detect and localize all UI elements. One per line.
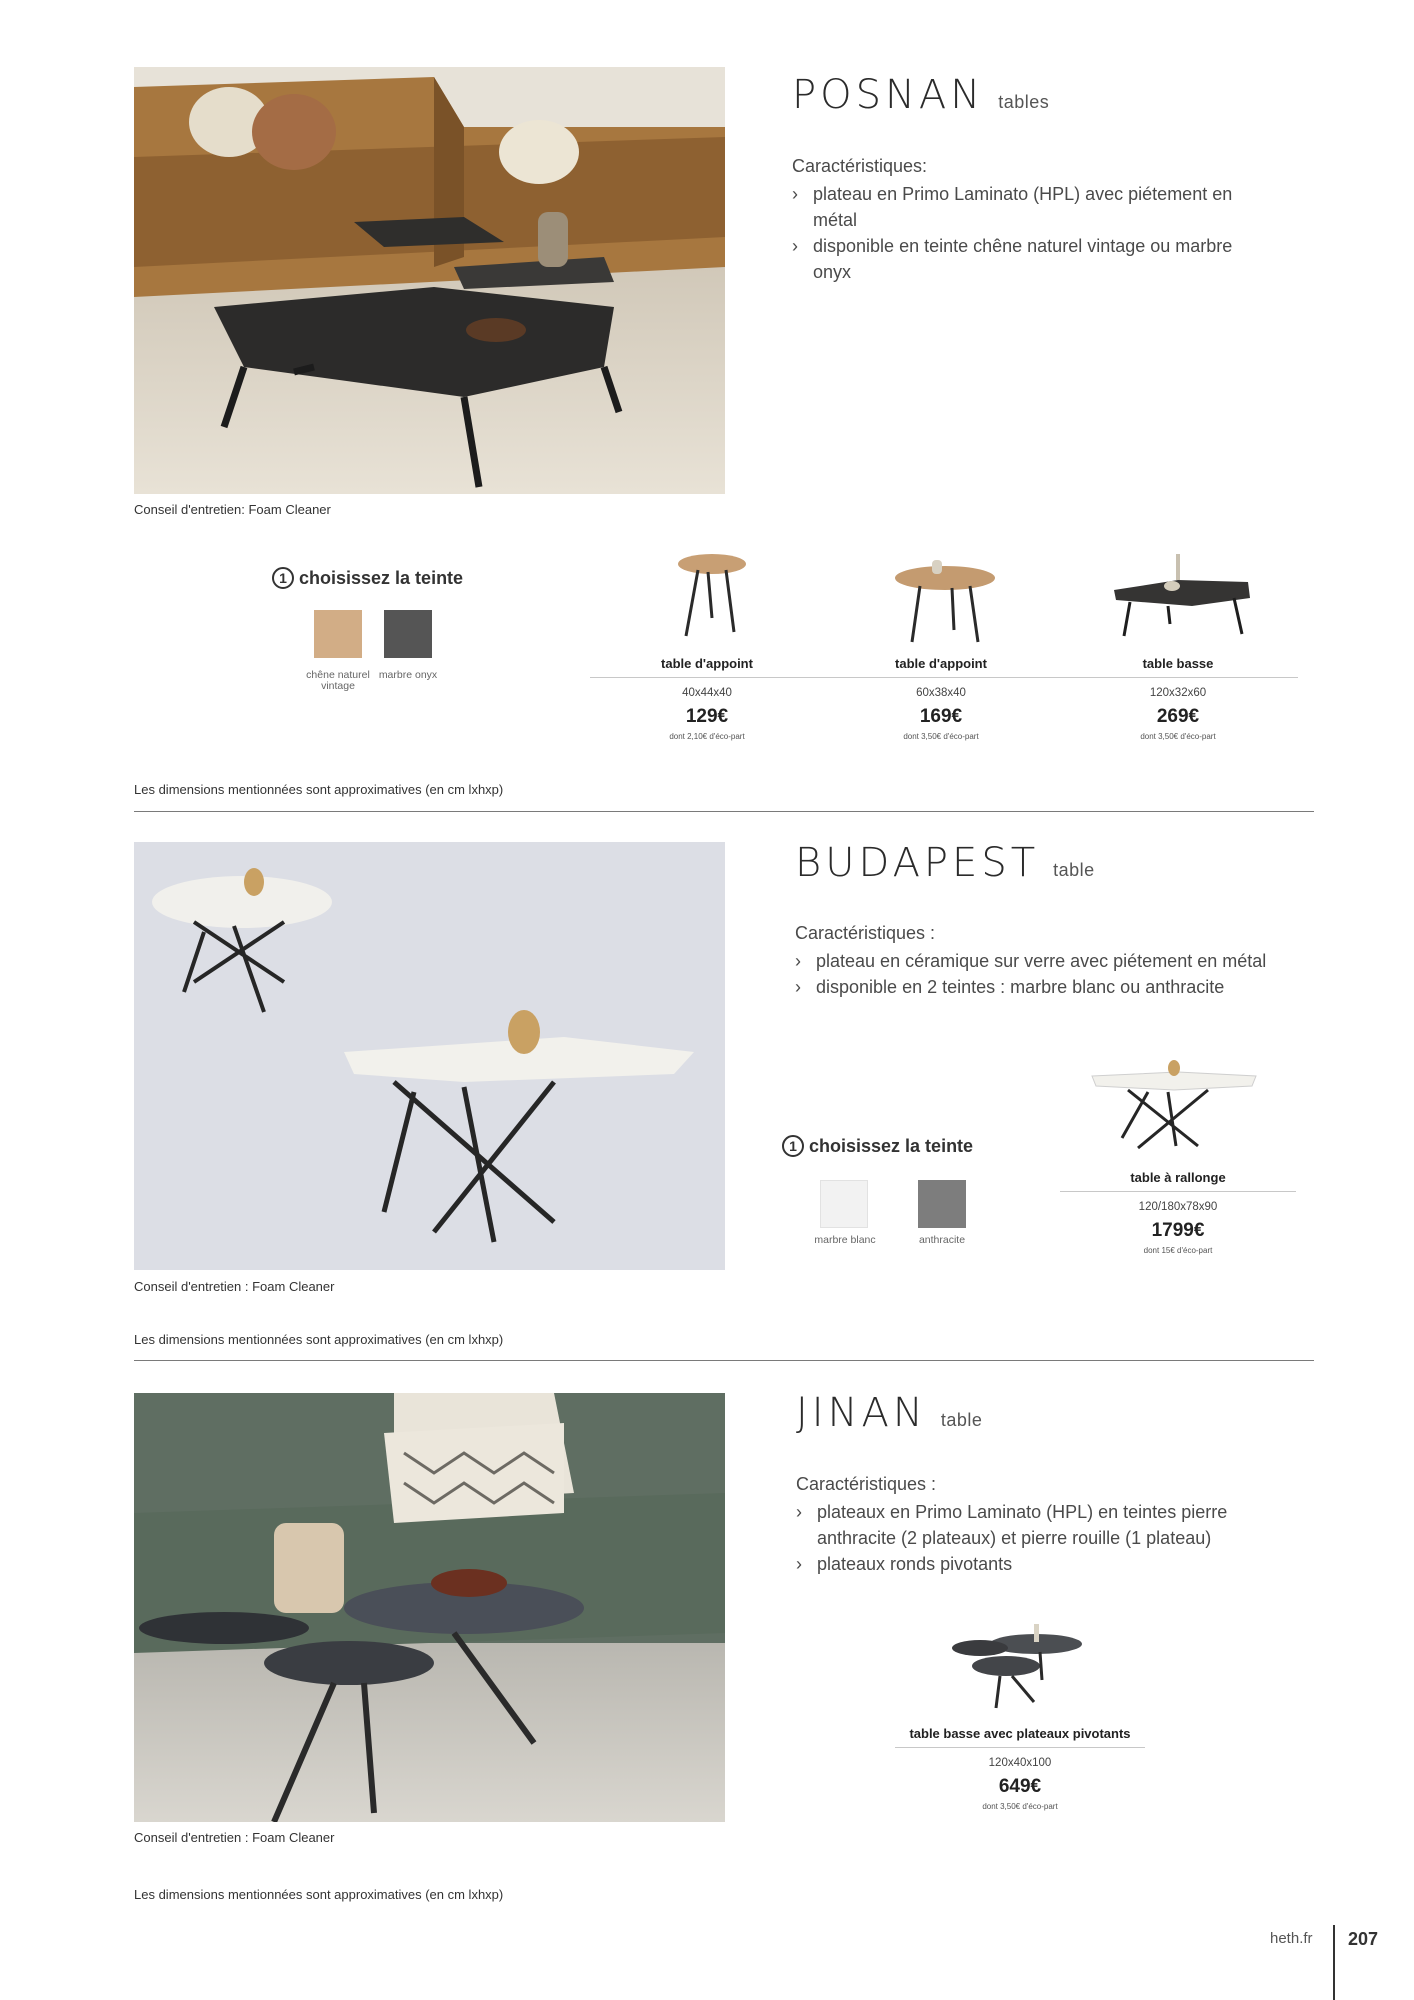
product-card[interactable]	[895, 1726, 1145, 1811]
budapest-photo	[134, 842, 725, 1270]
budapest-specs-head: Caractéristiques :	[795, 923, 936, 943]
posnan-spec-item: › disponible en teinte chêne naturel vintage ou marbre onyx	[792, 233, 1252, 285]
product-image-coffee-table	[1108, 552, 1256, 642]
swatch-marbre-onyx[interactable]	[384, 610, 432, 658]
budapest-spec-item: › plateau en céramique sur verre avec piétement en métal	[795, 948, 1315, 974]
product-eco-part: dont 3,50€ d'éco-part	[903, 732, 979, 741]
swatch-marbre-blanc[interactable]	[820, 1180, 868, 1228]
product-dimensions: 120x32x60	[1149, 687, 1207, 699]
product-image-extendable-table	[1088, 1060, 1260, 1152]
posnan-care-note: Conseil d'entretien: Foam Cleaner	[134, 502, 331, 517]
posnan-spec-item: › plateau en Primo Laminato (HPL) avec piétement en métal	[792, 181, 1252, 233]
jinan-spec-item: › plateaux ronds pivotants	[796, 1551, 1296, 1577]
section-divider	[134, 811, 1314, 812]
budapest-choose-shade	[782, 1135, 973, 1157]
budapest-title: BUDAPEST	[795, 840, 1040, 886]
product-dimensions: 60x38x40	[916, 687, 966, 699]
budapest-subtitle: table	[1053, 860, 1095, 880]
posnan-subtitle: tables	[998, 92, 1050, 112]
product-name: table à rallonge	[1060, 1170, 1296, 1192]
budapest-dimensions-note: Les dimensions mentionnées sont approximatives (en cm lxhxp)	[134, 1332, 504, 1347]
product-eco-part: dont 3,50€ d'éco-part	[1140, 732, 1216, 741]
product-card[interactable]	[824, 656, 1058, 741]
product-card[interactable]	[1058, 656, 1298, 741]
product-name: table basse avec plateaux pivotants	[895, 1726, 1145, 1748]
swatch-label: anthracite	[918, 1234, 966, 1246]
posnan-dimensions-note: Les dimensions mentionnées sont approximatives (en cm lxhxp)	[134, 782, 504, 797]
footer-site-link[interactable]: heth.fr	[1270, 1930, 1313, 1947]
product-dimensions: 120x40x100	[988, 1757, 1052, 1769]
jinan-heading	[796, 1390, 982, 1436]
posnan-choose-shade	[272, 567, 463, 589]
product-eco-part: dont 2,10€ d'éco-part	[669, 732, 745, 741]
budapest-spec-item: › disponible en 2 teintes : marbre blanc ou anthracite	[795, 974, 1315, 1000]
product-image-side-table-oval	[890, 556, 1000, 646]
product-name: table d'appoint	[590, 656, 824, 678]
section-divider	[134, 1360, 1314, 1361]
product-name: table basse	[1058, 656, 1298, 678]
product-image-side-table-small	[672, 548, 752, 640]
product-eco-part: dont 15€ d'éco-part	[1143, 1246, 1213, 1255]
footer-divider	[1333, 1925, 1335, 2000]
swatch-label: marbre onyx	[378, 669, 438, 681]
step-number: 1	[272, 567, 294, 589]
budapest-specs	[795, 920, 1315, 1000]
jinan-subtitle: table	[940, 1410, 983, 1430]
product-price: 169€	[919, 706, 963, 727]
product-price: 129€	[685, 706, 729, 727]
product-name: table d'appoint	[824, 656, 1058, 678]
posnan-photo	[134, 67, 725, 494]
product-card[interactable]	[1060, 1170, 1296, 1255]
posnan-title: POSNAN	[792, 72, 985, 118]
step-label: choisissez la teinte	[299, 567, 464, 588]
jinan-title: JINAN	[796, 1390, 927, 1436]
posnan-heading	[792, 72, 1049, 118]
posnan-specs	[792, 153, 1252, 285]
product-card[interactable]	[590, 656, 824, 741]
product-price: 649€	[998, 1776, 1042, 1797]
product-price: 269€	[1156, 706, 1200, 727]
posnan-specs-head: Caractéristiques:	[792, 156, 928, 176]
budapest-care-note: Conseil d'entretien : Foam Cleaner	[134, 1279, 335, 1294]
jinan-specs-head: Caractéristiques :	[796, 1474, 937, 1494]
jinan-specs	[796, 1471, 1296, 1577]
jinan-dimensions-note: Les dimensions mentionnées sont approximatives (en cm lxhxp)	[134, 1887, 504, 1902]
swatch-chene-naturel-vintage[interactable]	[314, 610, 362, 658]
jinan-care-note: Conseil d'entretien : Foam Cleaner	[134, 1830, 335, 1845]
product-dimensions: 40x44x40	[682, 687, 732, 699]
jinan-spec-item: › plateaux en Primo Laminato (HPL) en teintes pierre anthracite (2 plateaux) et pierre rouille (1 plateau)	[796, 1499, 1296, 1551]
step-label: choisissez la teinte	[809, 1135, 974, 1156]
page-number: 207	[1348, 1929, 1379, 1949]
swatch-anthracite[interactable]	[918, 1180, 966, 1228]
budapest-heading	[795, 840, 1095, 886]
product-eco-part: dont 3,50€ d'éco-part	[982, 1802, 1058, 1811]
product-image-pivot-coffee-table	[950, 1620, 1086, 1712]
product-dimensions: 120/180x78x90	[1138, 1201, 1218, 1213]
jinan-photo	[134, 1393, 725, 1822]
swatch-label: marbre blanc	[814, 1234, 876, 1246]
swatch-label: chêne naturel vintage	[306, 669, 370, 692]
step-number: 1	[782, 1135, 804, 1157]
product-price: 1799€	[1151, 1220, 1205, 1241]
